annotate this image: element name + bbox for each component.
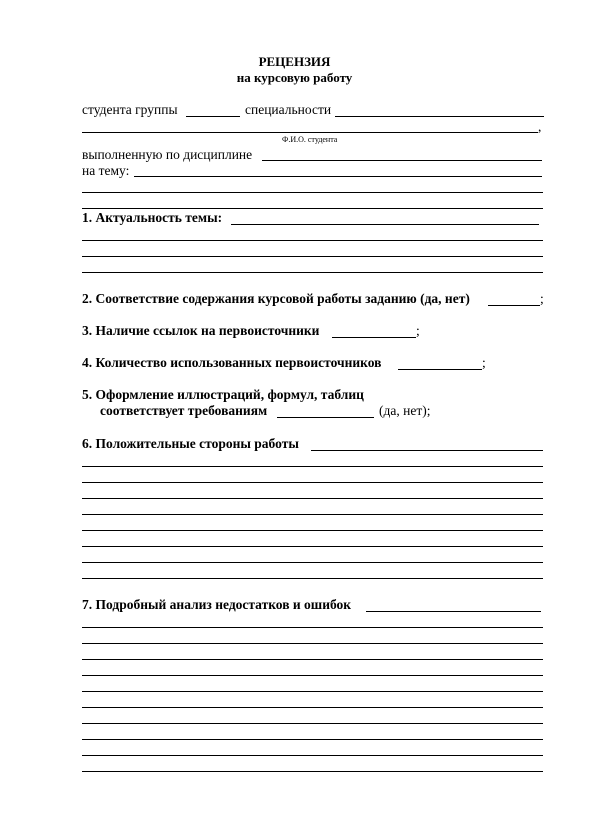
section-3-input-line[interactable]	[332, 337, 416, 338]
section-2-input-line[interactable]	[488, 305, 540, 306]
section-6-line[interactable]	[82, 482, 543, 483]
section-6-line[interactable]	[82, 530, 543, 531]
section-5-options: (да, нет);	[379, 403, 431, 418]
section-2-semicolon: ;	[540, 291, 544, 306]
section-4-semicolon: ;	[482, 355, 486, 370]
specialty-input-line[interactable]	[335, 116, 544, 117]
section-6-line[interactable]	[82, 514, 543, 515]
comma-mark: ,	[538, 119, 542, 134]
section-1-heading: 1. Актуальность темы:	[82, 210, 223, 225]
section-4-heading: 4. Количество использованных первоисточников	[82, 355, 382, 370]
student-name-input-line[interactable]	[82, 132, 538, 133]
topic-label: на тему:	[82, 163, 130, 178]
section-1-input-line[interactable]	[231, 224, 539, 225]
section-6-line[interactable]	[82, 466, 543, 467]
section-6-line[interactable]	[82, 562, 543, 563]
section-7-line[interactable]	[82, 659, 543, 660]
document-subtitle: на курсовую работу	[236, 70, 353, 85]
section-4-input-line[interactable]	[398, 369, 482, 370]
section-7-line[interactable]	[82, 707, 543, 708]
topic-input-line[interactable]	[134, 176, 542, 177]
section-7-line[interactable]	[82, 643, 543, 644]
section-7-line[interactable]	[82, 691, 543, 692]
section-5-heading: 5. Оформление иллюстраций, формул, таблиц	[82, 387, 364, 402]
section-1-line-4[interactable]	[82, 272, 543, 273]
fio-caption: Ф.И.О. студента	[282, 135, 338, 144]
topic-input-line-2[interactable]	[82, 192, 543, 193]
section-7-line[interactable]	[82, 627, 543, 628]
section-7-line[interactable]	[82, 723, 543, 724]
section-7-heading: 7. Подробный анализ недостатков и ошибок	[82, 597, 352, 612]
group-input-line[interactable]	[186, 116, 240, 117]
discipline-label: выполненную по дисциплине	[82, 147, 253, 162]
section-7-input-line[interactable]	[366, 611, 541, 612]
section-7-line[interactable]	[82, 675, 543, 676]
student-group-label: студента группы	[82, 102, 178, 117]
topic-input-line-3[interactable]	[82, 208, 543, 209]
document-title: РЕЦЕНЗИЯ	[258, 54, 331, 69]
specialty-label: специальности	[245, 102, 332, 117]
section-7-line[interactable]	[82, 755, 543, 756]
section-5-heading-cont: соответствует требованиям	[100, 403, 268, 418]
discipline-input-line[interactable]	[262, 160, 542, 161]
section-5-input-line[interactable]	[277, 417, 374, 418]
section-6-heading: 6. Положительные стороны работы	[82, 436, 299, 451]
section-1-line-2[interactable]	[82, 240, 543, 241]
section-3-heading: 3. Наличие ссылок на первоисточники	[82, 323, 320, 338]
section-6-input-line[interactable]	[311, 450, 543, 451]
section-1-line-3[interactable]	[82, 256, 543, 257]
section-6-line[interactable]	[82, 498, 543, 499]
section-7-line[interactable]	[82, 771, 543, 772]
section-6-line[interactable]	[82, 578, 543, 579]
section-3-semicolon: ;	[416, 323, 420, 338]
section-6-line[interactable]	[82, 546, 543, 547]
section-2-heading: 2. Соответствие содержания курсовой работы заданию (да, нет)	[82, 291, 470, 306]
section-7-line[interactable]	[82, 739, 543, 740]
